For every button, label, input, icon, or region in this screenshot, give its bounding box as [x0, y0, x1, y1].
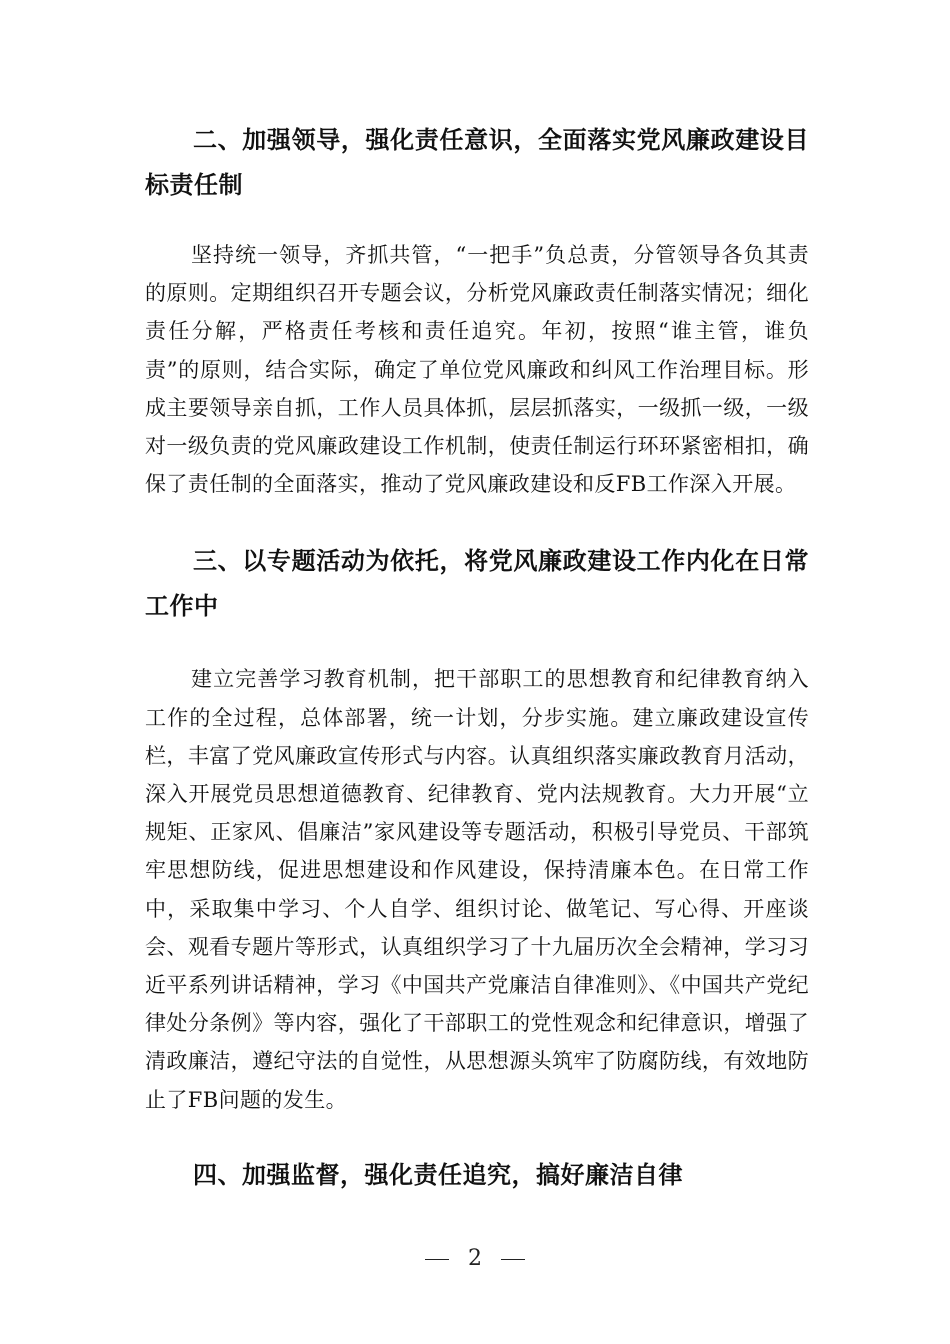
- footer-left-dash: [425, 1259, 449, 1260]
- section-heading-4: 四、加强监督，强化责任追究，搞好廉洁自律: [193, 1160, 683, 1189]
- page-footer: [0, 1244, 950, 1274]
- section-heading-3: 三、以专题活动为依托，将党风廉政建设工作内化在日常工作中: [145, 547, 809, 621]
- page-number: 2: [468, 1246, 482, 1271]
- section-paragraph-3: 建立完善学习教育机制，把干部职工的思想教育和纪律教育纳入工作的全过程，总体部署，统一计划，分步实施。建立廉政建设宣传栏，丰富了党风廉政宣传形式与内容。认真组织落实廉政教育月活动，深入开展党员思想道德教育、纪律教育、党内法规教育。大力开展“立规矩、正家风、倡廉洁”家风建设等专题活动，积极引导党员、干部筑牢思想防线，促进思想建设和作风建设，保持清廉本色。在日常工作中，采取集中学习、个人自学、组织讨论、做笔记、写心得、开座谈会、观看专题片等形式，认真组织学习了十九届历次全会精神，学习习近平系列讲话精神，学习《中国共产党廉洁自律准则》、《中国共产党纪律处分条例》等内容，强化了干部职工的党性观念和纪律意识，增强了清政廉洁，遵纪守法的自觉性，从思想源头筑牢了防腐防线，有效地防止了FB问题的发生。: [145, 667, 809, 1112]
- document-body: [145, 118, 809, 1198]
- section-heading-2: 二、加强领导，强化责任意识，全面落实党风廉政建设目标责任制: [145, 126, 809, 199]
- footer-right-dash: [501, 1259, 525, 1260]
- section-paragraph-2: 坚持统一领导，齐抓共管，“一把手”负总责，分管领导各负其责的原则。定期组织召开专题会议，分析党风廉政责任制落实情况；细化责任分解，严格责任考核和责任追究。年初，按照“谁主管，谁负责”的原则，结合实际，确定了单位党风廉政和纠风工作治理目标。形成主要领导亲自抓，工作人员具体抓，层层抓落实，一级抓一级，一级对一级负责的党风廉政建设工作机制，使责任制运行环环紧密相扣，确保了责任制的全面落实，推动了党风廉政建设和反FB工作深入开展。: [145, 243, 809, 497]
